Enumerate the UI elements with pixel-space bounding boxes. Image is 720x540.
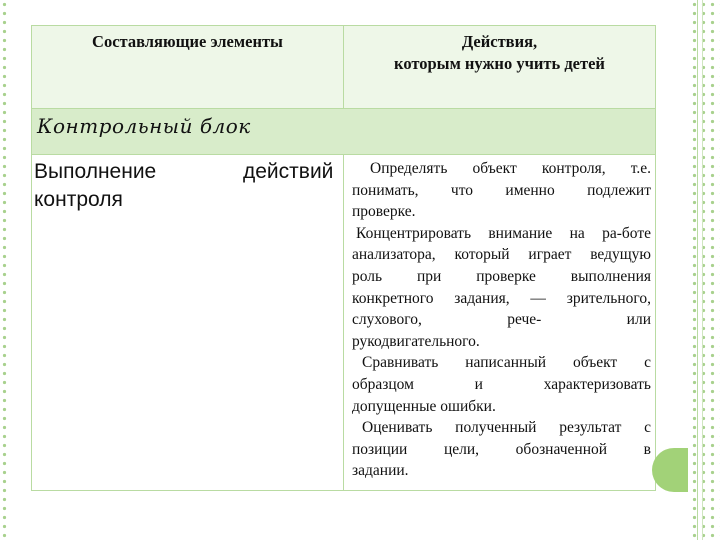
text-line: позиции цели, обозначенной в xyxy=(352,440,651,458)
header-actions-line2: которым нужно учить детей xyxy=(394,54,605,73)
decorative-line xyxy=(702,0,703,540)
decorative-line xyxy=(697,0,698,540)
paragraph-compare xyxy=(352,352,651,417)
text-line: роль при проверке выполнения xyxy=(352,267,651,285)
paragraph-evaluate xyxy=(352,417,651,482)
text-line: образцом и характеризовать xyxy=(352,375,651,393)
text-line: рукодвигательного. xyxy=(352,332,480,350)
component-cell xyxy=(32,155,344,490)
text-line: понимать, что именно подлежит xyxy=(352,181,651,199)
text-line: анализатора, который играет ведущую xyxy=(352,246,651,264)
paragraph-define-object xyxy=(352,158,651,223)
header-actions-line1: Действия, xyxy=(461,32,538,51)
text-line: проверке. xyxy=(352,203,416,221)
header-components-label: Составляющие элементы xyxy=(92,32,283,51)
decorative-green-tab xyxy=(652,448,688,492)
actions-cell xyxy=(344,155,655,490)
component-word: контроля xyxy=(34,188,123,211)
paragraph-concentrate xyxy=(352,223,651,353)
component-word: действий xyxy=(243,160,334,183)
content-table xyxy=(31,25,656,491)
control-block-row xyxy=(32,108,655,155)
decorative-border-left xyxy=(0,0,9,540)
text-line: Оценивать полученный результат с xyxy=(362,419,651,437)
header-components xyxy=(32,26,344,108)
text-line: слухового, рече- или xyxy=(352,311,651,329)
text-line: Определять объект контроля, т.е. xyxy=(370,160,651,177)
text-line: допущенные ошибки. xyxy=(352,397,496,415)
text-line: задании. xyxy=(352,462,409,480)
component-word: Выполнение xyxy=(34,160,157,183)
text-line: Концентрировать внимание на ра-боте xyxy=(356,224,651,242)
text-line: Сравнивать написанный объект с xyxy=(362,354,651,372)
control-block-title: Контрольный блок xyxy=(37,114,251,138)
header-actions xyxy=(344,26,655,108)
text-line: конкретного задания, — зрительного, xyxy=(352,289,651,307)
decorative-border-right xyxy=(690,0,720,540)
